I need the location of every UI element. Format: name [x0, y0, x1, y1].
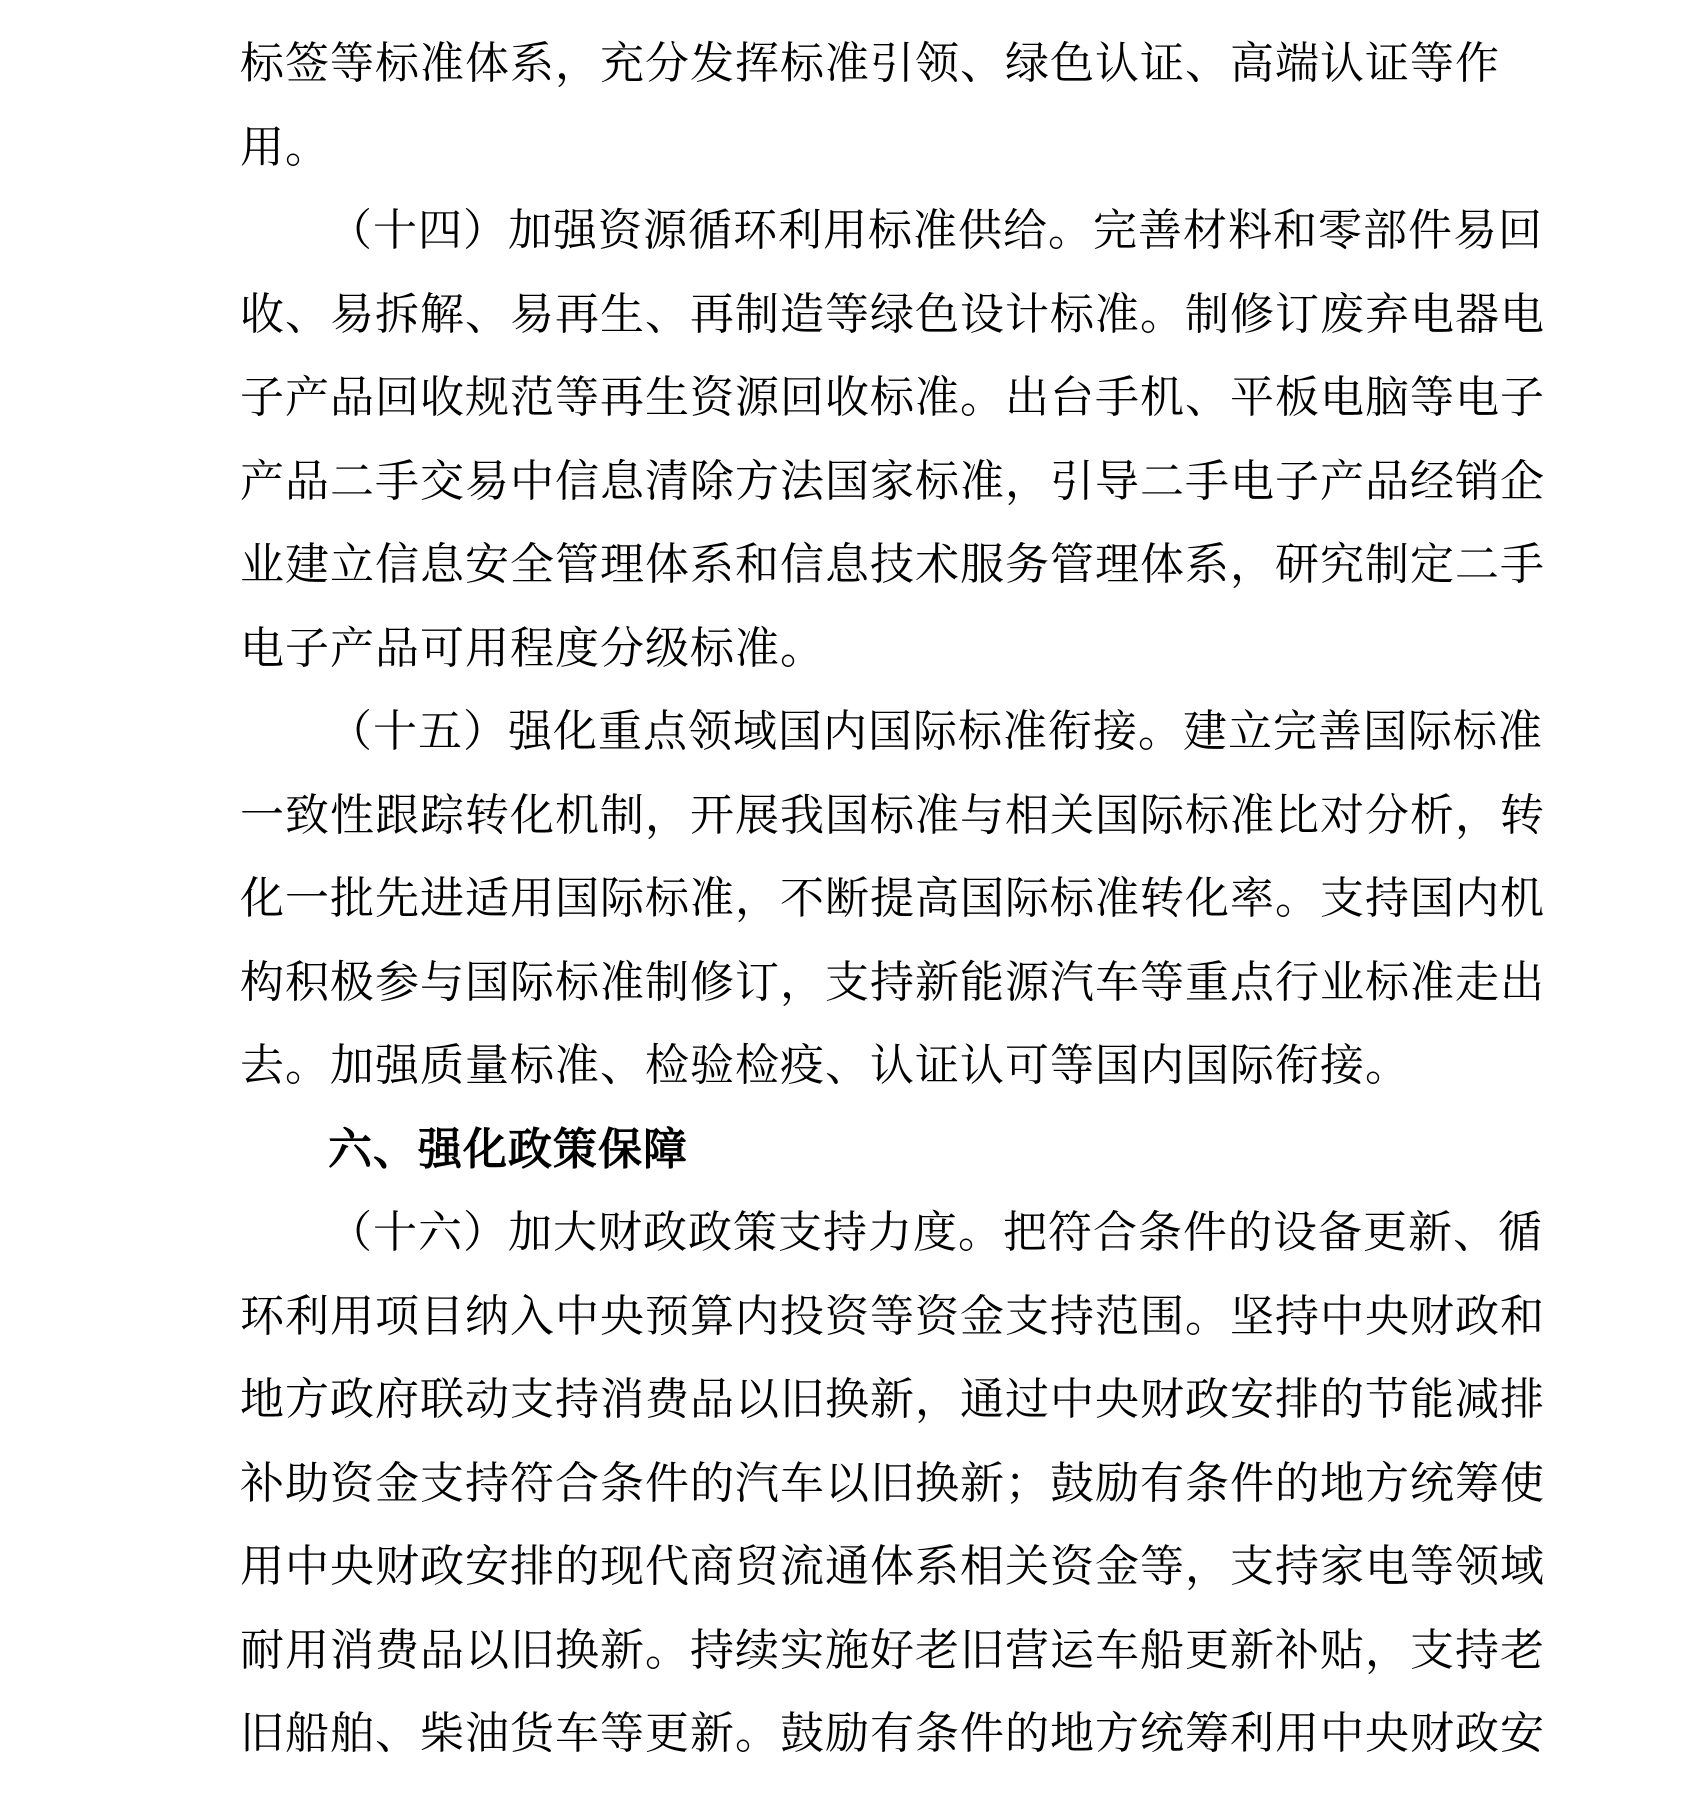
body-text: 把符合条件的设备更新、循	[1003, 1208, 1543, 1257]
document-line	[240, 106, 1495, 190]
body-text: 建立完善国际标准	[1183, 707, 1543, 756]
body-text: 用。	[240, 122, 330, 172]
document-line	[240, 273, 1545, 357]
document-line	[240, 1525, 1545, 1609]
body-text: 业建立信息安全管理体系和信息技术服务管理体系，研究制定二手	[240, 540, 1545, 589]
body-text: 补助资金支持符合条件的汽车以旧换新；鼓励有条件的地方统筹使	[240, 1458, 1545, 1508]
body-text: 子产品回收规范等再生资源回收标准。出台手机、平板电脑等电子	[240, 373, 1545, 422]
document-line	[240, 607, 1495, 691]
body-text: 收、易拆解、易再生、再制造等绿色设计标准。制修订废弃电器电	[240, 289, 1545, 339]
body-text: 电子产品可用程度分级标准。	[240, 623, 825, 673]
body-text: 完善材料和零部件易回	[1093, 206, 1543, 255]
document-line	[240, 941, 1545, 1025]
document-line	[240, 189, 1543, 273]
body-text: 地方政府联动支持消费品以旧换新，通过中央财政安排的节能减排	[240, 1375, 1545, 1424]
document-line	[240, 1108, 1495, 1192]
body-text: 构积极参与国际标准制修订，支持新能源汽车等重点行业标准走出	[240, 957, 1545, 1007]
document-line	[240, 774, 1545, 858]
paragraph-lead: （十五）强化重点领域国内国际标准衔接。	[328, 707, 1183, 756]
document-line	[240, 1442, 1545, 1526]
body-text: 用中央财政安排的现代商贸流通体系相关资金等，支持家电等领域	[240, 1542, 1545, 1591]
document-line	[240, 22, 1500, 106]
document-line	[240, 1358, 1545, 1442]
document-line	[240, 356, 1545, 440]
body-text: 旧船舶、柴油货车等更新。鼓励有条件的地方统筹利用中央财政安	[240, 1709, 1545, 1758]
body-text: 耐用消费品以旧换新。持续实施好老旧营运车船更新补贴，支持老	[240, 1625, 1545, 1675]
section-heading: 六、强化政策保障	[328, 1124, 688, 1174]
body-text: 去。加强质量标准、检验检疫、认证认可等国内国际衔接。	[240, 1041, 1410, 1090]
body-text: 标签等标准体系，充分发挥标准引领、绿色认证、高端认证等作	[240, 39, 1500, 88]
body-text: 一致性跟踪转化机制，开展我国标准与相关国际标准比对分析，转	[240, 790, 1545, 840]
document-line	[240, 1275, 1545, 1359]
document-line	[240, 1024, 1495, 1108]
document-line	[240, 1191, 1543, 1275]
body-text: 产品二手交易中信息清除方法国家标准，引导二手电子产品经销企	[240, 456, 1545, 506]
document-line	[240, 523, 1545, 607]
body-text: 环利用项目纳入中央预算内投资等资金支持范围。坚持中央财政和	[240, 1291, 1545, 1341]
document-line	[240, 440, 1545, 524]
document-line	[240, 857, 1545, 941]
document-line	[240, 1609, 1545, 1693]
body-text: 化一批先进适用国际标准，不断提高国际标准转化率。支持国内机	[240, 874, 1545, 923]
paragraph-lead: （十六）加大财政政策支持力度。	[328, 1208, 1003, 1257]
document-line	[240, 690, 1543, 774]
paragraph-lead: （十四）加强资源循环利用标准供给。	[328, 206, 1093, 255]
document-line	[240, 1692, 1545, 1776]
